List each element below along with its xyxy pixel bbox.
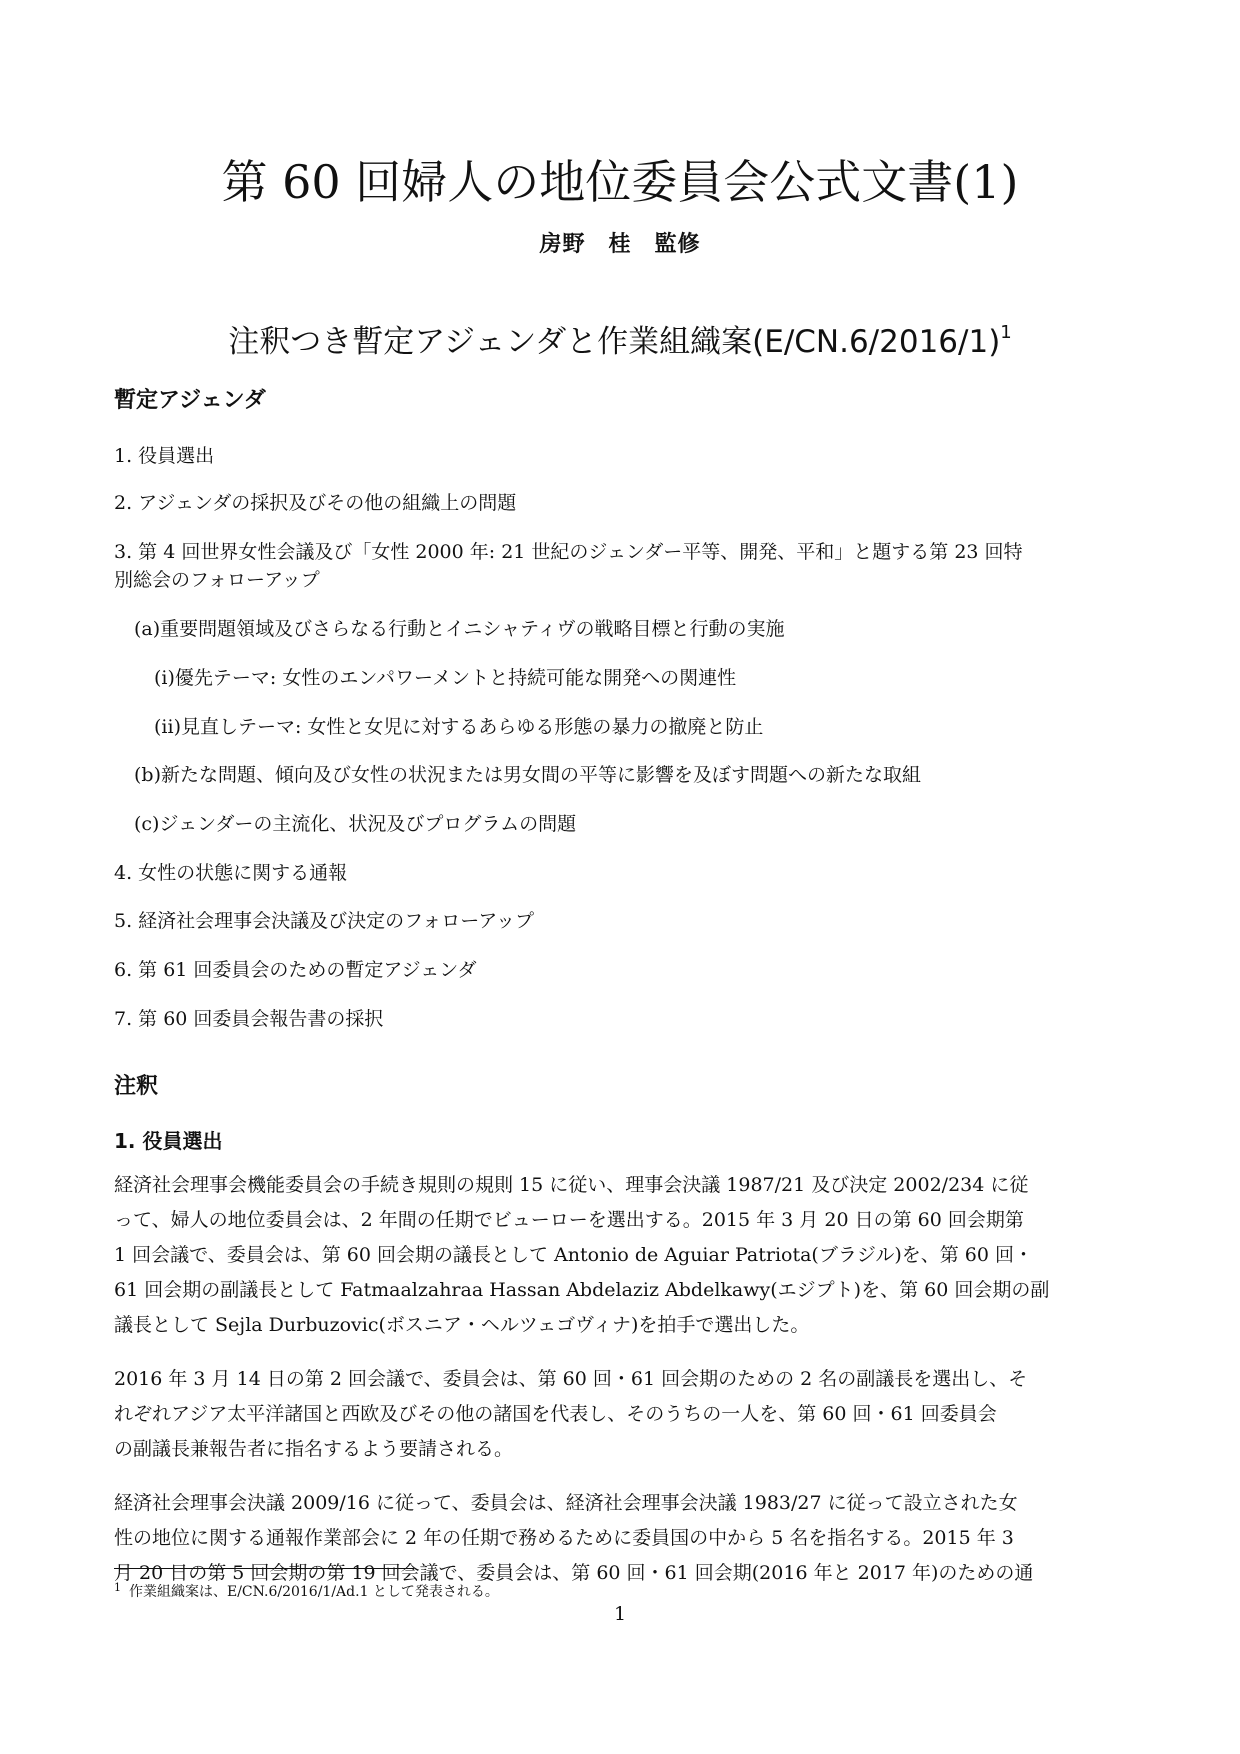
- footnote-text: 作業組織案は、E/CN.6/2016/1/Ad.1 として発表される。: [129, 1584, 499, 1600]
- agenda-item: 4. 女性の状態に関する通報: [114, 862, 348, 884]
- paragraph-line: 経済社会理事会機能委員会の手続き規則の規則 15 に従い、理事会決議 1987/21 及び決定 2002/234 に従: [114, 1174, 1029, 1196]
- paragraph-line: 1 回会議で、委員会は、第 60 回会期の議長として Antonio de Aguiar Patriota(ブラジル)を、第 60 回・: [114, 1244, 1034, 1266]
- paragraph-line: 61 回会期の副議長として Fatmaalzahraa Hassan Abdelaziz Abdelkawy(エジプト)を、第 60 回会期の副: [114, 1279, 1050, 1301]
- notes-heading: 注釈: [114, 1074, 159, 1099]
- paragraph-line: 性の地位に関する通報作業部会に 2 年の任期で務めるために委員国の中から 5 名を指名する。2015 年 3: [114, 1527, 1014, 1549]
- agenda-item: 7. 第 60 回委員会報告書の採択: [114, 1008, 384, 1030]
- paragraph-line: れぞれアジア太平洋諸国と西欧及びその他の諸国を代表し、そのうちの一人を、第 60 回・61 回委員会: [114, 1403, 997, 1425]
- agenda-subsubitem: (i)優先テーマ: 女性のエンパワーメントと持続可能な開発への関連性: [154, 667, 737, 689]
- agenda-item: 5. 経済社会理事会決議及び決定のフォローアップ: [114, 910, 534, 932]
- document-subtitle: [0, 320, 1240, 364]
- footnote: [114, 1578, 499, 1602]
- agenda-item: 6. 第 61 回委員会のための暫定アジェンダ: [114, 959, 477, 981]
- paragraph-line: って、婦人の地位委員会は、2 年間の任期でビューローを選出する。2015 年 3 月 20 日の第 60 回会期第: [114, 1209, 1024, 1231]
- agenda-subitem: (c)ジェンダーの主流化、状況及びプログラムの問題: [134, 813, 577, 835]
- page-number: 1: [613, 1603, 627, 1625]
- agenda-item: 2. アジェンダの採択及びその他の組織上の問題: [114, 492, 517, 514]
- agenda-subitem: (a)重要問題領域及びさらなる行動とイニシャティヴの戦略目標と行動の実施: [134, 618, 785, 640]
- paragraph-line: 経済社会理事会決議 2009/16 に従って、委員会は、経済社会理事会決議 1983/27 に従って設立された女: [114, 1492, 1018, 1514]
- paragraph-line: の副議長兼報告者に指名するよう要請される。: [114, 1438, 514, 1460]
- paragraph-line: 2016 年 3 月 14 日の第 2 回会議で、委員会は、第 60 回・61 回会期のための 2 名の副議長を選出し、そ: [114, 1368, 1028, 1390]
- agenda-heading: 暫定アジェンダ: [114, 388, 266, 413]
- notes-paragraph-2: [114, 1362, 1134, 1467]
- footnote-mark: 1: [114, 1581, 121, 1594]
- notes-section-heading: 1. 役員選出: [114, 1129, 223, 1153]
- editor-credit: 房野 桂 監修: [539, 232, 701, 257]
- subtitle-text: 注釈つき暫定アジェンダと作業組織案(E/CN.6/2016/1): [228, 324, 1001, 360]
- subtitle-footnote-mark: 1: [1000, 322, 1012, 343]
- agenda-subitem: (b)新たな問題、傾向及び女性の状況または男女間の平等に影響を及ぼす問題への新たな取組: [134, 764, 921, 786]
- footnote-separator: [114, 1568, 414, 1569]
- agenda-subsubitem: (ii)見直しテーマ: 女性と女児に対するあらゆる形態の暴力の撤廃と防止: [154, 716, 764, 738]
- notes-paragraph-3: [114, 1486, 1134, 1591]
- notes-paragraph-1: [114, 1168, 1134, 1343]
- agenda-item-continuation: 別総会のフォローアップ: [114, 569, 320, 591]
- paragraph-line: 月 20 日の第 5 回会期の第 19 回会議で、委員会は、第 60 回・61 回会期(2016 年と 2017 年)のための通: [114, 1562, 1034, 1584]
- agenda-item: 1. 役員選出: [114, 445, 215, 467]
- agenda-item: 3. 第 4 回世界女性会議及び「女性 2000 年: 21 世紀のジェンダー平等、開発、平和」と題する第 23 回特: [114, 541, 1023, 563]
- document-title: 第 60 回婦人の地位委員会公式文書(1): [221, 155, 1019, 209]
- paragraph-line: 議長として Sejla Durbuzovic(ボスニア・ヘルツェゴヴィナ)を拍手で選出した。: [114, 1314, 810, 1336]
